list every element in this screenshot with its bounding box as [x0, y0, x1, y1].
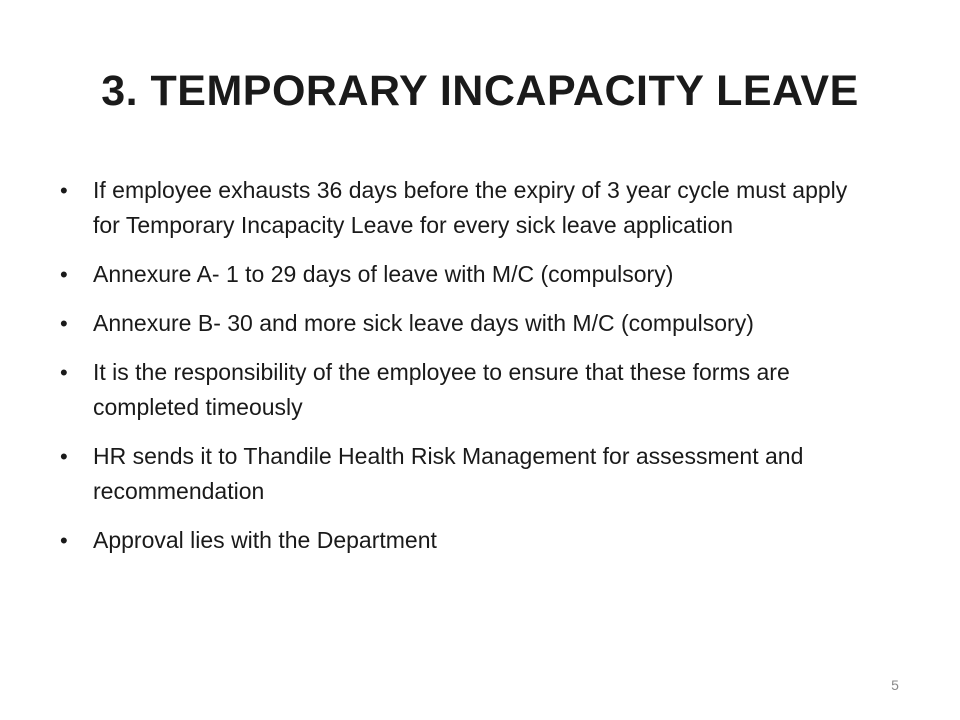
- bullet-icon: •: [60, 262, 68, 287]
- bullet-item: [60, 257, 880, 292]
- bullet-text: Annexure B- 30 and more sick leave days with M/C (compulsory): [93, 310, 754, 336]
- bullet-item: [60, 523, 880, 558]
- bullet-text: Approval lies with the Department: [93, 527, 437, 553]
- bullet-icon: •: [60, 444, 68, 469]
- bullet-icon: •: [60, 528, 68, 553]
- bullet-icon: •: [60, 360, 68, 385]
- bullet-text: Annexure A- 1 to 29 days of leave with M/C (compulsory): [93, 261, 674, 287]
- bullet-icon: •: [60, 311, 68, 336]
- bullet-icon: •: [60, 178, 68, 203]
- slide-title: 3. TEMPORARY INCAPACITY LEAVE: [101, 67, 859, 115]
- page-number: 5: [891, 677, 899, 693]
- bullet-text: HR sends it to Thandile Health Risk Management for assessment and recommendation: [93, 443, 804, 504]
- bullet-item: [60, 173, 880, 243]
- bullet-item: [60, 355, 880, 425]
- bullet-list: [60, 173, 880, 572]
- bullet-text: It is the responsibility of the employee to ensure that these forms are completed timeously: [93, 359, 790, 420]
- bullet-item: [60, 439, 880, 509]
- bullet-text: If employee exhausts 36 days before the expiry of 3 year cycle must apply for Temporary Incapacity Leave for every sick leave application: [93, 177, 848, 238]
- bullet-item: [60, 306, 880, 341]
